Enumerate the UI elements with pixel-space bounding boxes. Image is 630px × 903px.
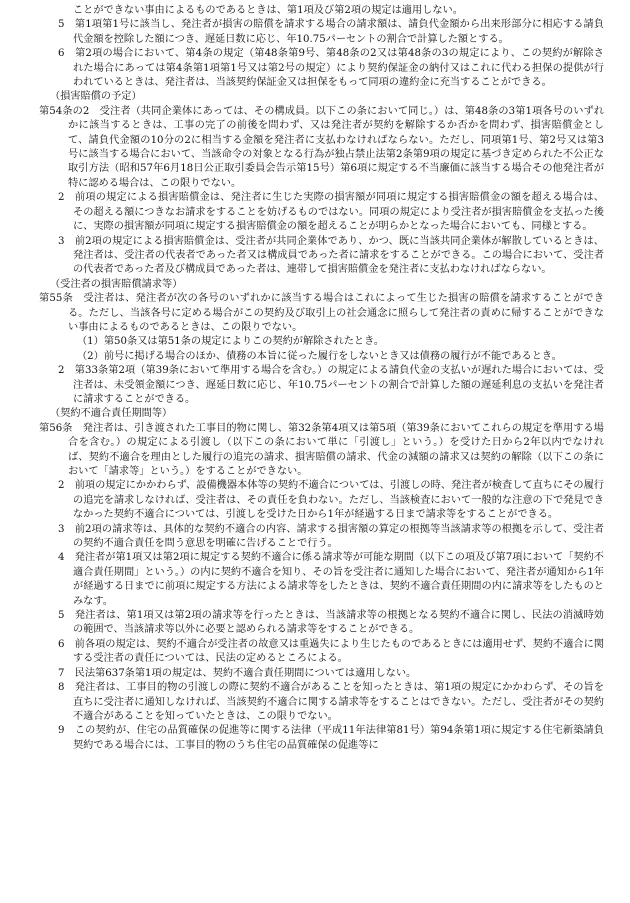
clause-56-9: 9 この契約が、住宅の品質確保の促進等に関する法律（平成11年法律第81号）第94条第1項に規定する住宅新築請負契約である場合には、工事目的物のうち住宅の品質確保の促進等に [58, 725, 604, 751]
clause-55-2: 2 第33条第2項（第39条において準用する場合を含む。）の規定による請負代金の支払いが遅れた場合においては、受注者は、未受領金額につき、遅延日数に応じ、年10.75パーセントの割合で計算した額の遅延利息の支払いを発注者に請求することができる。 [58, 365, 604, 405]
heading-contractor-claims: （受注者の損害賠償請求等） [50, 278, 183, 290]
clause-56-2: 2 前項の規定にかかわらず、設備機器本体等の契約不適合については、引渡しの時、発注者が検査して直ちにその履行の追完を請求しなければ、受注者は、その責任を負わない。ただし、当該検査において一般的な注意の下で発見できなかった契約不適合については、引渡しを受けた日から1年が経過する日まで請求等をすることができる。 [58, 480, 604, 521]
clause-53-5: 5 第1項第1号に該当し、発注者が損害の賠償を請求する場合の請求額は、請負代金額から出来形部分に相応する請負代金額を控除した額につき、遅延日数に応じ、年10.75パーセントの割合で計算した額とする。 [58, 19, 604, 45]
clause-56-6: 6 前各項の規定は、契約不適合が受注者の故意又は重過失により生じたものであるときには適用せず、契約不適合に関する受注者の責任については、民法の定めるところによる。 [58, 638, 604, 665]
clause-56-8: 8 発注者は、工事目的物の引渡しの際に契約不適合があることを知ったときは、第1項の規定にかかわらず、その旨を直ちに受注者に通知しなければ、当該契約不適合に関する請求等をすることはできない。ただし、受注者がその契約不適合があることを知っていたときは、この限りでない。 [58, 682, 604, 722]
heading-damages-liquidated: （損害賠償の予定） [50, 91, 142, 103]
clause-56-4: 4 発注者が第1項又は第2項に規定する契約不適合に係る請求等が可能な期間（以下この項及び第7項において「契約不適合責任期間」という。）の内に契約不適合を知り、その旨を受注者に通知した場合において、発注者が通知から1年が経過する日までに前項に規定する方法による請求等をしたときは、契約不適合責任期間の内に請求等をしたものとみなす。 [58, 552, 604, 607]
article-55: 第55条 受注者は、発注者が次の各号のいずれかに該当する場合はこれによって生じた損害の賠償を請求することができる。ただし、当該各号に定める場合がこの契約及び取引上の社会通念に照らして発注者の責めに帰することができない事由によるものであるときは、この限りでない。 [39, 293, 604, 333]
clause-53-6: 6 第2項の場合において、第4条の規定（第48条第9号、第48条の2又は第48条の3の規定により、この契約が解除された場合にあっては第4条第1項第1号又は第2号の規定）により契約保証金の納付又はこれに代わる担保の提供が行われているときは、発注者は、当該契約保証金又は担保をもって同項の違約金に充当することができる。 [58, 48, 604, 89]
clause-56-5: 5 発注者は、第1項又は第2項の請求等を行ったときは、当該請求等の根拠となる契約不適合に関し、民法の消滅時効の範囲で、当該請求等以外に必要と認められる請求等をすることができる。 [58, 610, 604, 636]
paragraph-continuation: ことができない事由によるものであるときは、第1項及び第2項の規定は適用しない。 [73, 5, 463, 16]
subitem-55-1: （1）第50条又は第51条の規定によりこの契約が解除されたとき。 [77, 336, 385, 348]
subitem-55-2: （2）前号に掲げる場合のほか、債務の本旨に従った履行をしないとき又は債務の履行が不能であるとき。 [77, 350, 562, 362]
clause-56-7: 7 民法第637条第1項の規定は、契約不適合責任期間については適用しない。 [58, 667, 417, 679]
clause-56-3: 3 前2項の請求等は、具体的な契約不適合の内容、請求する損害額の算定の根拠等当該請求等の根拠を示して、受注者の契約不適合責任を問う意思を明確に告げることで行う。 [58, 523, 604, 550]
heading-nonconformity-period: （契約不適合責任期間等） [50, 408, 173, 420]
clause-54-2-2: 2 前項の規定による損害賠償金は、発注者に生じた実際の損害額が同項に規定する損害賠償金の額を超える場合は、その超える額につきなお請求をすることを妨げるものではない。同項の規定により受注者が損害賠償金を支払った後に、実際の損害額が同項に規定する損害賠償金の額を超えることが明らかとなった場合においても、同様とする。 [58, 192, 604, 233]
article-56: 第56条 発注者は、引き渡された工事目的物に関し、第32条第4項又は第5項（第39条においてこれらの規定を準用する場合を含む。）の規定による引渡し（以下この条において単に「引渡し」という。）を受けた日から2年以内でなければ、契約不適合を理由とした履行の追完の請求、損害賠償の請求、代金の減額の請求又は契約の解除（以下この条において「請求等」という。）をすることができない。 [39, 422, 604, 477]
article-54-2: 第54条の2 受注者（共同企業体にあっては、その構成員。以下この条において同じ。）は、第48条の3第1項各号のいずれかに該当するときは、工事の完了の前後を問わず、又は発注者が契約を解除するか否かを問わず、損害賠償金として、請負代金額の10分の2に相当する金額を発注者に支払わなければならない。ただし、同項第1号、第2号又は第3号に該当する場合において、当該命令の対象となる行為が独占禁止法第2条第9項の規定に基づき定められた不公正な取引方法（昭和57年6月18日公正取引委員会告示第15号）第6項に規定する不当廉価に該当する場合その他発注者が特に認める場合は、この限りでない。 [39, 105, 604, 189]
clause-54-2-3: 3 前2項の規定による損害賠償金は、受注者が共同企業体であり、かつ、既に当該共同企業体が解散しているときは、発注者は、受注者の代表者であった者又は構成員であった者に請求をすることができる。この場合において、受注者の代表者であった者及び構成員であった者は、連帯して損害賠償金を発注者に支払わなければならない。 [58, 235, 604, 276]
